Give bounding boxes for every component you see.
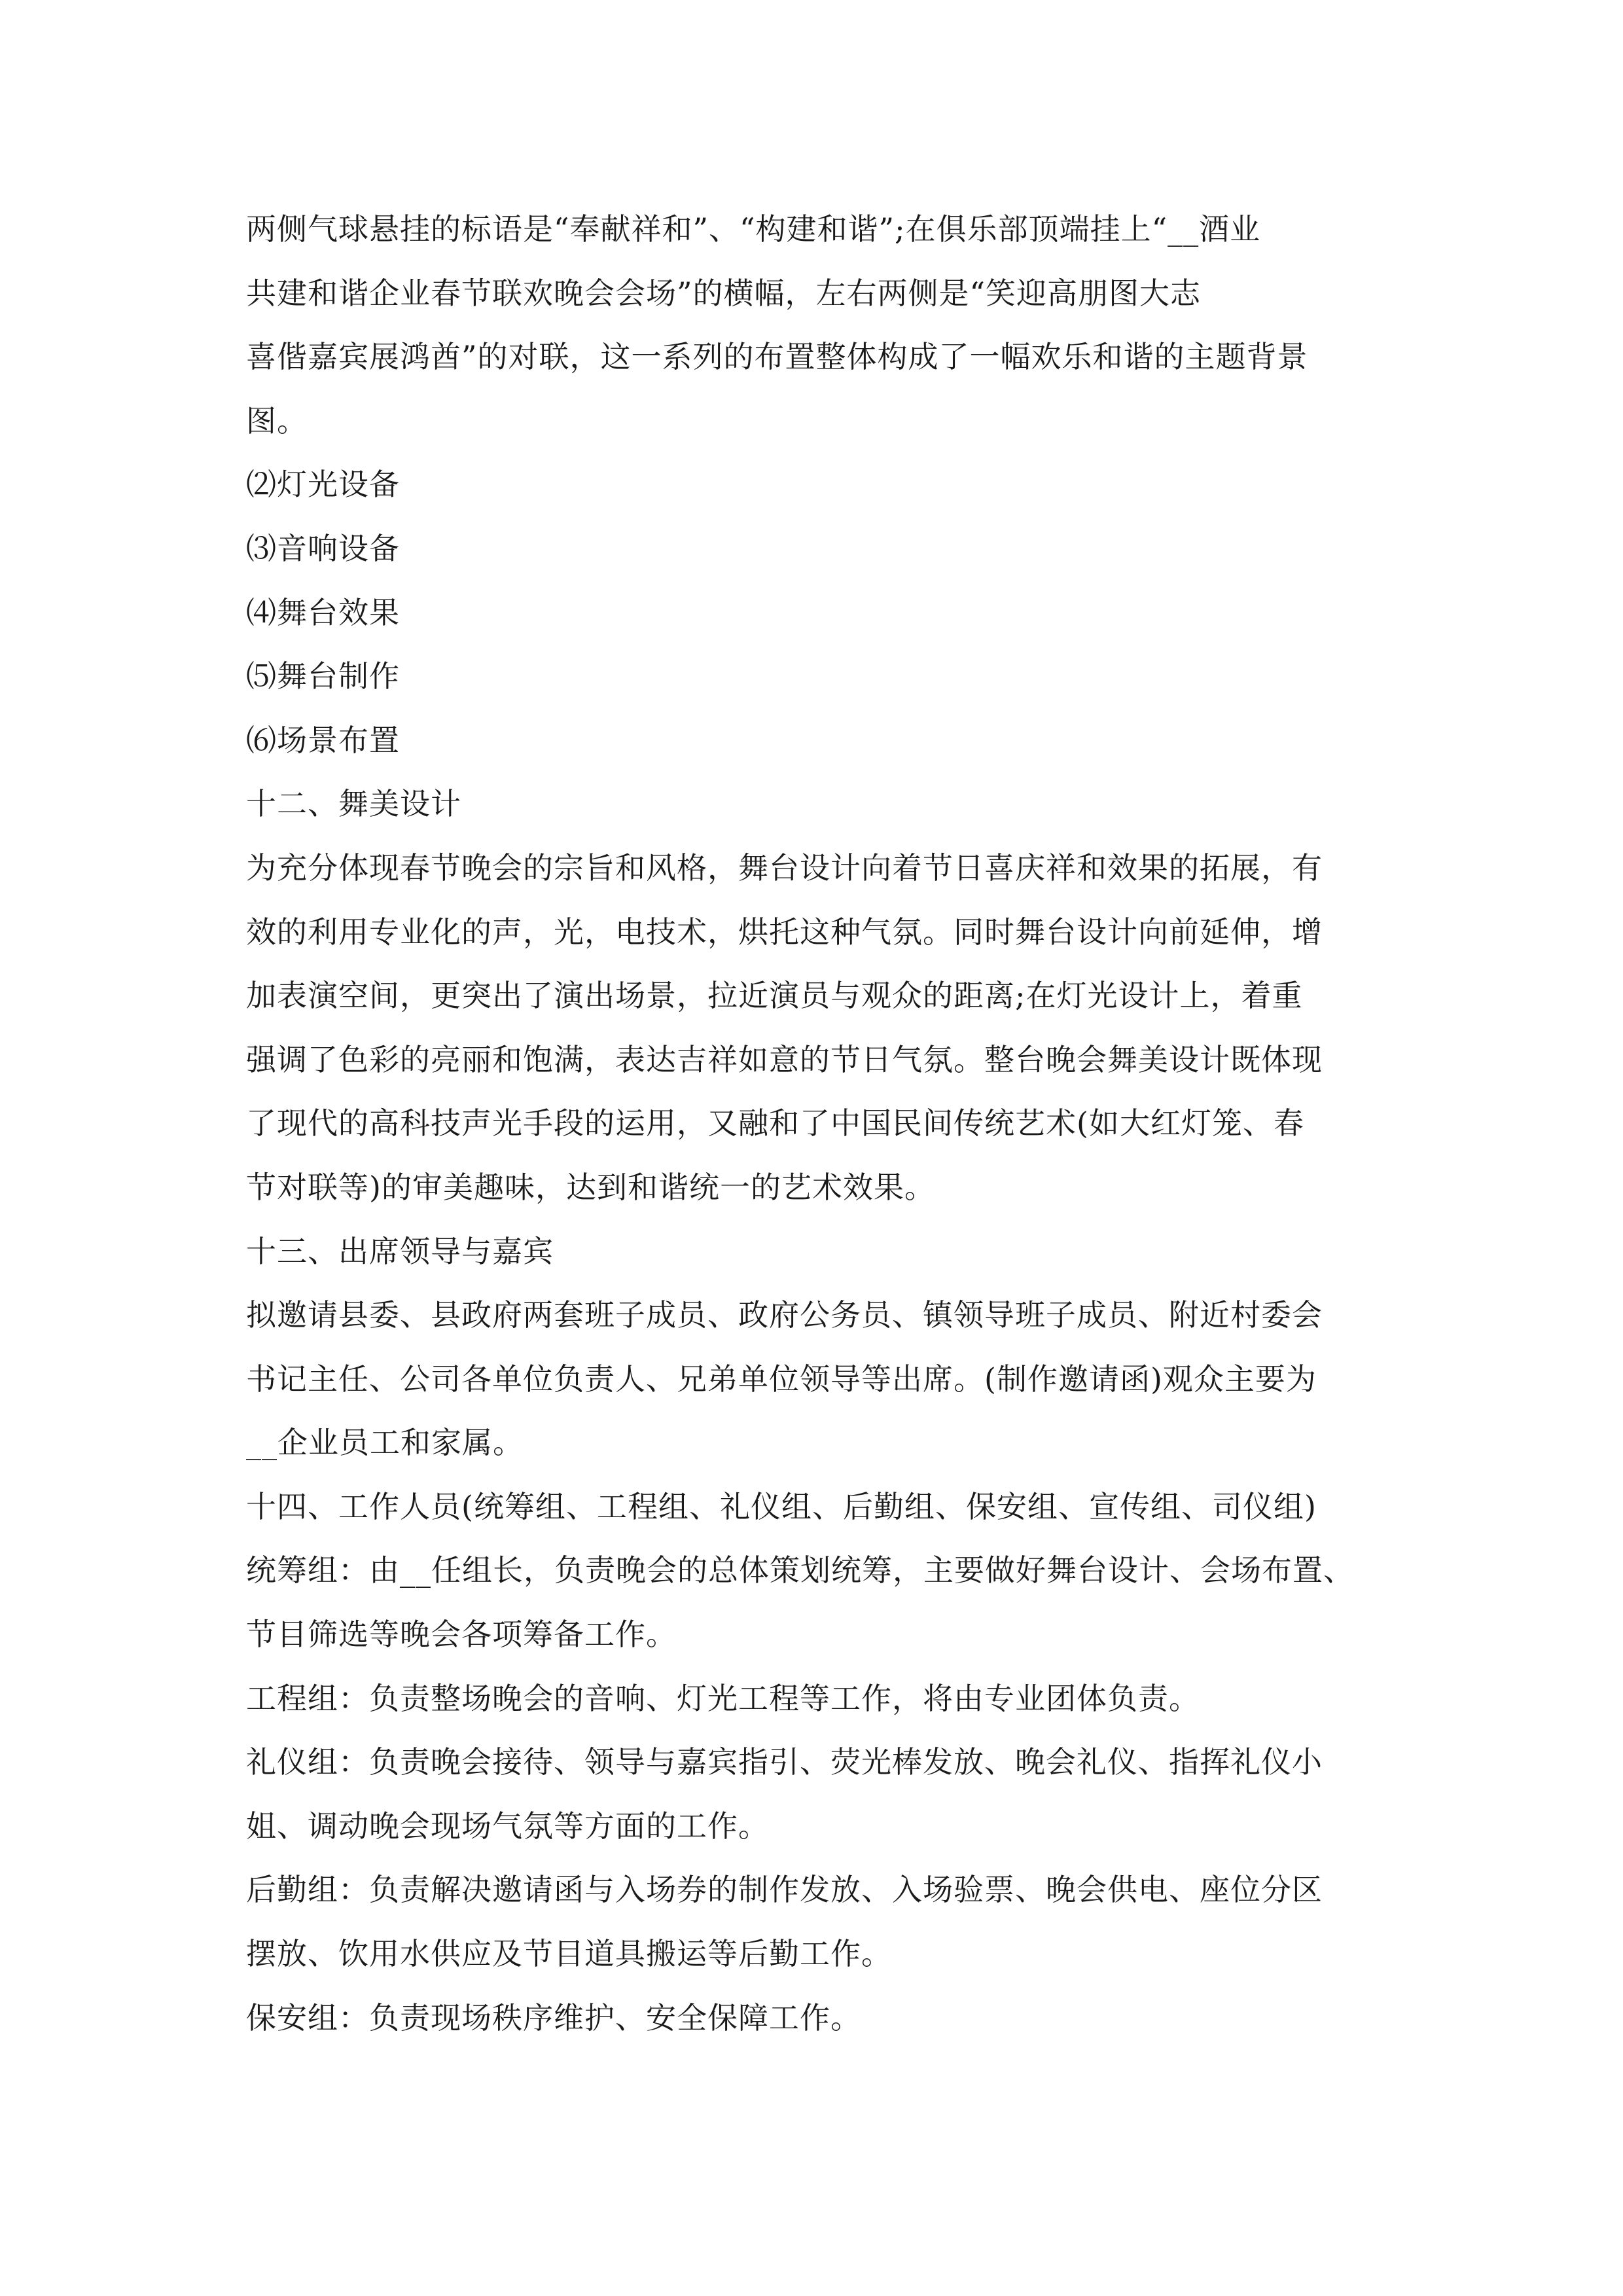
text-line: 拟邀请县委、县政府两套班子成员、政府公务员、镇领导班子成员、附近村委会 xyxy=(246,1297,1323,1333)
text-line: 强调了色彩的亮丽和饱满，表达吉祥如意的节日气氛。整台晚会舞美设计既体现 xyxy=(246,1041,1323,1077)
text-line: 喜偕嘉宾展鸿酋”的对联，这一系列的布置整体构成了一幅欢乐和谐的主题背景 xyxy=(246,339,1308,375)
document-body xyxy=(246,198,1385,2050)
text-line: 两侧气球悬挂的标语是“奉献祥和”、“构建和谐”;在俱乐部顶端挂上“__酒业 xyxy=(246,211,1261,247)
text-line: __企业员工和家属。 xyxy=(246,1425,524,1461)
text-line: 节对联等)的审美趣味，达到和谐统一的艺术效果。 xyxy=(246,1169,935,1205)
list-item-stage-effects: ⑷舞台效果 xyxy=(246,594,400,630)
text-line: 共建和谐企业春节联欢晚会会场”的横幅，左右两侧是“笑迎高朋图大志 xyxy=(246,275,1202,311)
list-item-audio: ⑶音响设备 xyxy=(246,530,400,566)
list-item-lighting: ⑵灯光设备 xyxy=(246,467,400,503)
text-line: 礼仪组：负责晚会接待、领导与嘉宾指引、荧光棒发放、晚会礼仪、指挥礼仪小 xyxy=(246,1744,1323,1780)
section-heading-guests: 十三、出席领导与嘉宾 xyxy=(246,1233,554,1269)
text-line: 加表演空间，更突出了演出场景，拉近演员与观众的距离;在灯光设计上，着重 xyxy=(246,978,1303,1014)
text-line: 工程组：负责整场晚会的音响、灯光工程等工作，将由专业团体负责。 xyxy=(246,1680,1200,1716)
text-line: 统筹组：由__任组长，负责晚会的总体策划统筹，主要做好舞台设计、会场布置、 xyxy=(246,1552,1354,1588)
text-line: 为充分体现春节晚会的宗旨和风格，舞台设计向着节日喜庆祥和效果的拓展，有 xyxy=(246,850,1323,886)
list-item-stage-production: ⑸舞台制作 xyxy=(246,658,400,694)
section-heading-staff: 十四、工作人员(统筹组、工程组、礼仪组、后勤组、保安组、宣传组、司仪组) xyxy=(246,1488,1317,1524)
text-line: 保安组：负责现场秩序维护、安全保障工作。 xyxy=(246,2000,861,2036)
text-line: 书记主任、公司各单位负责人、兄弟单位领导等出席。(制作邀请函)观众主要为 xyxy=(246,1361,1317,1397)
text-line: 图。 xyxy=(246,403,308,439)
text-line: 姐、调动晚会现场气氛等方面的工作。 xyxy=(246,1808,769,1844)
text-line: 了现代的高科技声光手段的运用，又融和了中国民间传统艺术(如大红灯笼、春 xyxy=(246,1105,1304,1141)
section-heading-stage-design: 十二、舞美设计 xyxy=(246,786,461,822)
text-line: 节目筛选等晚会各项筹备工作。 xyxy=(246,1617,677,1653)
text-line: 后勤组：负责解决邀请函与入场券的制作发放、入场验票、晚会供电、座位分区 xyxy=(246,1872,1323,1908)
text-line: 摆放、饮用水供应及节目道具搬运等后勤工作。 xyxy=(246,1936,892,1972)
text-line: 效的利用专业化的声，光，电技术，烘托这种气氛。同时舞台设计向前延伸，增 xyxy=(246,914,1323,950)
list-item-scene-layout: ⑹场景布置 xyxy=(246,722,400,758)
